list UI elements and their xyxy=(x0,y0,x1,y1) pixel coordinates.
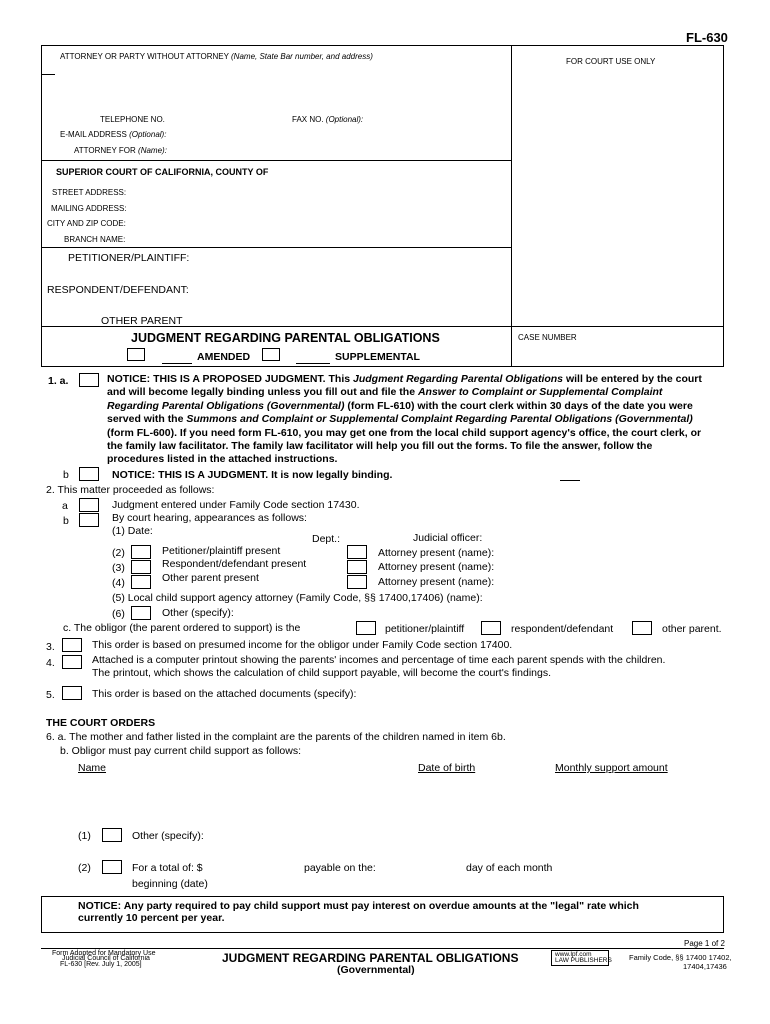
supplemental-label: SUPPLEMENTAL xyxy=(335,351,420,363)
petitioner-present-label: Petitioner/plaintiff present xyxy=(162,545,281,557)
footer-title: JUDGMENT REGARDING PARENTAL OBLIGATIONS xyxy=(222,951,519,965)
petitioner-attorney-checkbox[interactable] xyxy=(347,545,367,559)
item-6b-text: b. Obligor must pay current child support as follows: xyxy=(60,745,302,757)
other-parent-present-checkbox[interactable] xyxy=(131,575,151,589)
fax-label xyxy=(292,115,363,124)
attorney-label: ATTORNEY OR PARTY WITHOUT ATTORNEY xyxy=(60,52,229,61)
column-amount-header: Monthly support amount xyxy=(555,762,668,774)
page-number: Page 1 of 2 xyxy=(684,939,725,948)
supplemental-checkbox-a[interactable] xyxy=(262,348,280,361)
judicial-officer-label: Judicial officer: xyxy=(413,532,483,544)
attorney-for-label xyxy=(74,146,167,155)
item-1a-line-6: the family law facilitator. The family law facilitator will help you fill out the forms. To file the answer, follow the xyxy=(107,440,653,453)
email-text: E-MAIL ADDRESS xyxy=(60,130,127,139)
item-1a-line-2: and will become legally binding unless you fill out and file the Answer to Complaint or Supplemental Complaint xyxy=(107,386,663,399)
item-2b4-number: (4) xyxy=(112,577,125,589)
item-6b1-number: (1) xyxy=(78,830,91,842)
item-2-heading: 2. This matter proceeded as follows: xyxy=(46,484,215,496)
item-3-checkbox[interactable] xyxy=(62,638,82,652)
item-2b6-number: (6) xyxy=(112,608,125,620)
logo-url: www.lpf.com xyxy=(555,951,592,958)
city-zip-label: CITY AND ZIP CODE: xyxy=(47,219,126,228)
item-1a-number: 1. a. xyxy=(48,375,69,387)
hearing-date-label: (1) Date: xyxy=(112,525,153,537)
column-dob-header: Date of birth xyxy=(418,762,476,774)
item-5-number: 5. xyxy=(46,689,55,701)
item-4-number: 4. xyxy=(46,657,55,669)
attorney-for-text: ATTORNEY FOR xyxy=(74,146,136,155)
form-title: JUDGMENT REGARDING PARENTAL OBLIGATIONS xyxy=(131,331,440,345)
item-6b2-number: (2) xyxy=(78,862,91,874)
footer-adopted: Form Adopted for Mandatory Use xyxy=(52,950,156,957)
mailing-address-label: MAILING ADDRESS: xyxy=(51,204,127,213)
telephone-label: TELEPHONE NO. xyxy=(100,115,165,124)
attorney-for-hint: (Name): xyxy=(138,146,167,155)
item-2b-text: By court hearing, appearances as follows: xyxy=(112,512,307,524)
attorney-court-divider xyxy=(41,160,511,161)
item-1b-notice: NOTICE: THIS IS A JUDGMENT. It is now legally binding. xyxy=(112,469,393,481)
family-code-line-2: 17404,17436 xyxy=(683,962,727,971)
name-field-tick xyxy=(41,74,55,75)
item-2b2-number: (2) xyxy=(112,547,125,559)
item-1b-checkbox[interactable] xyxy=(79,467,99,481)
attorney-hint: (Name, State Bar number, and address) xyxy=(231,52,373,61)
item-2b3-number: (3) xyxy=(112,562,125,574)
payable-on-label: payable on the: xyxy=(304,862,376,874)
obligor-petitioner-label: petitioner/plaintiff xyxy=(385,623,465,635)
other-appearance-label: Other (specify): xyxy=(162,607,234,619)
other-appearance-checkbox[interactable] xyxy=(131,606,151,620)
petitioner-present-checkbox[interactable] xyxy=(131,545,151,559)
respondent-label: RESPONDENT/DEFENDANT: xyxy=(47,284,189,296)
logo-name: LAW PUBLISHERS xyxy=(555,957,612,964)
item-1a-line-4: served with the Summons and Complaint or Supplemental Complaint Regarding Parental Obligations (Governmental) xyxy=(107,413,693,426)
obligor-petitioner-checkbox[interactable] xyxy=(356,621,376,635)
respondent-present-label: Respondent/defendant present xyxy=(162,558,307,570)
footer-rule xyxy=(41,948,724,949)
item-1a-checkbox[interactable] xyxy=(79,373,99,387)
court-party-divider xyxy=(41,247,511,248)
item-2a-text: Judgment entered under Family Code section 17430. xyxy=(112,499,360,511)
interest-notice-text: NOTICE: Any party required to pay child support must pay interest on overdue amounts at the "legal" rate xyxy=(78,900,607,912)
fax-hint: (Optional): xyxy=(325,115,364,124)
family-code-line-1: Family Code, §§ 17400 17402, xyxy=(629,953,732,962)
other-parent-label: OTHER PARENT xyxy=(101,315,183,327)
amended-blank xyxy=(162,363,192,364)
court-name-label: SUPERIOR COURT OF CALIFORNIA, COUNTY OF xyxy=(56,167,269,177)
court-use-label: FOR COURT USE ONLY xyxy=(566,57,656,66)
obligor-other-checkbox[interactable] xyxy=(632,621,652,635)
petitioner-label: PETITIONER/PLAINTIFF: xyxy=(68,252,190,264)
item-2b-number: b xyxy=(63,515,69,527)
respondent-attorney-checkbox[interactable] xyxy=(347,560,367,574)
amended-checkbox-a[interactable] xyxy=(127,348,145,361)
other-parent-attorney-label: Attorney present (name): xyxy=(378,576,495,588)
footer-judicial-council: Judicial Council of California xyxy=(62,955,150,962)
amended-label: AMENDED xyxy=(197,351,251,363)
agency-attorney-label: (5) Local child support agency attorney (Family Code, §§ 17400,17406) (name): xyxy=(112,592,483,604)
item-5-text: This order is based on the attached documents (specify): xyxy=(92,688,357,700)
respondent-attorney-label: Attorney present (name): xyxy=(378,561,495,573)
supplemental-blank xyxy=(296,363,330,364)
item-4-line-1: Attached is a computer printout showing the parents' incomes and percentage of time each parent spends with the children. xyxy=(92,654,666,666)
form-number: FL-630 xyxy=(686,30,728,45)
item-2a-checkbox[interactable] xyxy=(79,498,99,512)
other-parent-present-label: Other parent present xyxy=(162,572,259,584)
item-4-checkbox[interactable] xyxy=(62,655,82,669)
item-1b-number: b xyxy=(63,469,69,481)
item-3-text: This order is based on presumed income for the obligor under Family Code section 17400. xyxy=(92,639,513,651)
item-1a-line-5: (form FL-600). If you need form FL-610, you may get one from the local child support agency's office, the court clerk, or xyxy=(107,426,702,439)
item-6b1-text: Other (specify): xyxy=(132,830,204,842)
beginning-date-label: beginning (date) xyxy=(132,878,208,890)
case-number-label: CASE NUMBER xyxy=(518,333,577,342)
column-name-header: Name xyxy=(78,762,107,774)
dept-label: Dept.: xyxy=(312,533,341,545)
court-orders-heading: THE COURT ORDERS xyxy=(46,717,156,729)
item-6a-text: 6. a. The mother and father listed in the complaint are the parents of the children named in item 6b. xyxy=(46,731,506,743)
footer-subtitle: (Governmental) xyxy=(337,964,415,976)
item-2c-text: c. The obligor (the parent ordered to support) is the xyxy=(63,622,301,634)
court-use-divider xyxy=(511,45,512,367)
day-of-month-label: day of each month xyxy=(466,862,553,874)
item-1b-blank xyxy=(560,480,580,481)
item-6b1-checkbox[interactable] xyxy=(102,828,122,842)
email-label xyxy=(60,130,166,139)
item-1a-notice xyxy=(107,373,747,467)
interest-notice-line-1 xyxy=(78,900,639,912)
item-6b2-checkbox[interactable] xyxy=(102,860,122,874)
branch-name-label: BRANCH NAME: xyxy=(64,235,126,244)
fax-text: FAX NO. xyxy=(292,115,324,124)
footer-form-revision: FL-630 [Rev. July 1, 2005] xyxy=(60,961,142,968)
item-5-checkbox[interactable] xyxy=(62,686,82,700)
item-3-number: 3. xyxy=(46,641,55,653)
email-hint: (Optional): xyxy=(129,130,167,139)
item-2b-checkbox[interactable] xyxy=(79,513,99,527)
total-amount-label: For a total of: $ xyxy=(132,862,203,874)
interest-notice-which: which xyxy=(609,900,639,912)
item-1a-line-7: procedures listed in the attached instructions. xyxy=(107,453,338,466)
interest-notice-line-2: currently 10 percent per year. xyxy=(78,912,225,924)
item-1a-line-1: NOTICE: THIS IS A PROPOSED JUDGMENT. This Judgment Regarding Parental Obligations will be entered by the court xyxy=(107,373,702,385)
other-parent-attorney-checkbox[interactable] xyxy=(347,575,367,589)
obligor-other-label: other parent. xyxy=(662,623,722,635)
respondent-present-checkbox[interactable] xyxy=(131,560,151,574)
petitioner-attorney-label: Attorney present (name): xyxy=(378,547,495,559)
item-4-line-2: The printout, which shows the calculation of child support payable, will become the court's findings. xyxy=(92,667,552,679)
footer-form-info xyxy=(52,950,162,974)
obligor-respondent-label: respondent/defendant xyxy=(511,623,614,635)
street-address-label: STREET ADDRESS: xyxy=(52,188,127,197)
item-1a-line-3: Regarding Parental Obligations (Governmental) (form FL-610) with the court clerk within 30 days of the date you were xyxy=(107,399,693,412)
item-2a-number: a xyxy=(62,500,68,512)
law-publishers-logo xyxy=(551,950,612,966)
attorney-heading xyxy=(60,52,373,61)
obligor-respondent-checkbox[interactable] xyxy=(481,621,501,635)
